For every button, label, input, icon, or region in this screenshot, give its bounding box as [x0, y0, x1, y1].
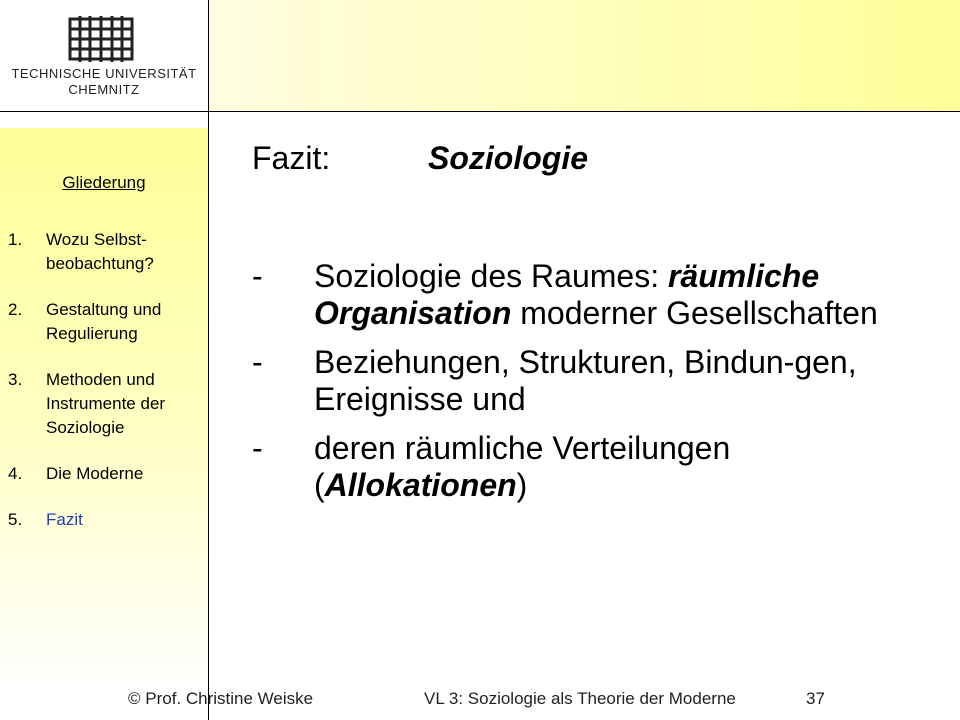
toc-item-number: 2. [8, 300, 23, 319]
bullet-text-part: ) [516, 467, 528, 503]
toc-list [8, 228, 204, 554]
logo-city: CHEMNITZ [68, 82, 140, 97]
toc-item-number: 5. [8, 510, 23, 529]
slide-title-topic: Soziologie [428, 140, 588, 176]
bullet-item [252, 344, 932, 418]
toc-item-number: 4. [8, 464, 23, 483]
bullet-item [252, 430, 932, 504]
bullet-text [314, 258, 932, 332]
bullet-text-part: deren räumliche Verteilungen ( [314, 430, 731, 503]
toc-item-label: Gestaltung und Regulierung [46, 300, 162, 343]
toc-item-2[interactable] [8, 298, 204, 346]
toc-item-label: Fazit [46, 510, 83, 529]
bullet-dash: - [252, 430, 263, 466]
footer-author: © Prof. Christine Weiske [128, 689, 314, 708]
logo-university-name: TECHNISCHE UNIVERSITÄT [11, 66, 197, 81]
slide-title [252, 140, 588, 177]
toc-item-label: Methoden und Instrumente der Soziologie [46, 370, 166, 437]
bullet-dash: - [252, 258, 263, 294]
toc-item-5-active[interactable] [8, 508, 204, 532]
header-divider [0, 111, 960, 112]
footer-lecture: VL 3: Soziologie als Theorie der Moderne [424, 689, 736, 708]
toc-item-number: 3. [8, 370, 23, 389]
bullet-emphasis: räumliche Organisation [314, 258, 820, 331]
toc-item-3[interactable] [8, 368, 204, 440]
toc-item-label: Die Moderne [46, 464, 144, 483]
toc-item-1[interactable] [8, 228, 204, 276]
toc-item-number: 1. [8, 230, 23, 249]
toc-title: Gliederung [62, 173, 146, 192]
toc-item-4[interactable] [8, 462, 204, 486]
footer-page-number: 37 [806, 689, 825, 708]
bullet-text [314, 430, 932, 504]
toc-item-label: Wozu Selbst-beobachtung? [46, 230, 154, 273]
bullet-item [252, 258, 932, 332]
sidebar-divider [208, 0, 209, 720]
bullet-emphasis: Allokationen [324, 467, 517, 503]
logo-area [0, 0, 208, 112]
bullet-text-part: moderner Gesellschaften [511, 295, 878, 331]
university-logo-icon [68, 16, 134, 62]
bullet-list [252, 258, 932, 516]
bullet-text: Beziehungen, Strukturen, Bindun-gen, Ereignisse und [314, 344, 857, 417]
bullet-dash: - [252, 344, 263, 380]
bullet-text-part: Soziologie des Raumes: [314, 258, 668, 294]
slide-title-label: Fazit: [252, 140, 331, 176]
